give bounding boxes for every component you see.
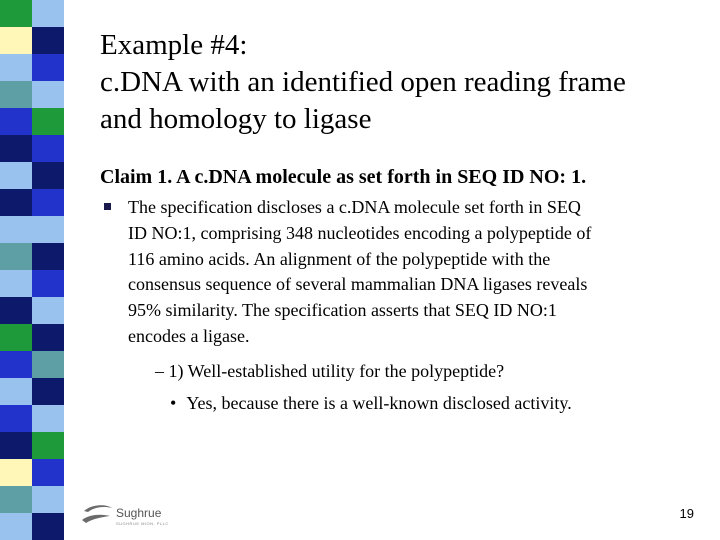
- stripe-square: [0, 108, 32, 135]
- claim-heading: Claim 1. A c.DNA molecule as set forth in SEQ ID NO: 1.: [100, 166, 587, 188]
- stripe-square: [32, 297, 64, 324]
- decorative-color-stripe: [0, 0, 64, 540]
- stripe-square: [0, 189, 32, 216]
- stripe-square: [32, 459, 64, 486]
- stripe-square: [0, 432, 32, 459]
- stripe-square: [32, 0, 64, 27]
- stripe-square: [0, 459, 32, 486]
- stripe-square: [0, 351, 32, 378]
- stripe-square: [32, 162, 64, 189]
- stripe-square: [0, 378, 32, 405]
- logo-name: Sughrue: [116, 506, 162, 520]
- dot-bullet-icon: •: [170, 393, 177, 413]
- bullet-line: The specification discloses a c.DNA molecule set forth in SEQ: [128, 197, 581, 217]
- stripe-square: [32, 243, 64, 270]
- stripe-square: [32, 513, 64, 540]
- bullet-line: 116 amino acids. An alignment of the polypeptide with the: [128, 248, 551, 269]
- sub-sub-item: [170, 390, 572, 416]
- stripe-square: [32, 27, 64, 54]
- bullet-line: encodes a ligase.: [128, 325, 250, 346]
- stripe-square: [32, 81, 64, 108]
- sub-item: – 1) Well-established utility for the polypeptide?: [155, 361, 505, 381]
- stripe-square: [32, 270, 64, 297]
- sughrue-logo: [80, 500, 180, 528]
- stripe-square: [0, 243, 32, 270]
- stripe-square: [32, 351, 64, 378]
- stripe-square: [0, 513, 32, 540]
- stripe-square: [0, 297, 32, 324]
- slide-title: [100, 27, 700, 138]
- stripe-square: [32, 486, 64, 513]
- stripe-square: [0, 27, 32, 54]
- bullet-line: ID NO:1, comprising 348 nucleotides encoding a polypeptide of: [128, 222, 592, 243]
- stripe-square: [32, 108, 64, 135]
- title-line: and homology to ligase: [100, 103, 372, 135]
- stripe-square: [32, 189, 64, 216]
- stripe-square: [32, 432, 64, 459]
- stripe-square: [32, 324, 64, 351]
- stripe-square: [0, 81, 32, 108]
- bullet-text: [128, 195, 698, 350]
- page-number: 19: [679, 506, 694, 521]
- stripe-square: [32, 54, 64, 81]
- logo-tagline: SUGHRUE MION, PLLC: [116, 521, 169, 526]
- stripe-square: [0, 486, 32, 513]
- stripe-square: [0, 270, 32, 297]
- bullet-line: consensus sequence of several mammalian DNA ligases reveals: [128, 274, 588, 295]
- square-bullet-icon: [104, 203, 111, 210]
- stripe-square: [0, 162, 32, 189]
- sub-sub-item-text: Yes, because there is a well-known disclosed activity.: [186, 393, 572, 413]
- stripe-square: [32, 216, 64, 243]
- stripe-square: [32, 135, 64, 162]
- stripe-square: [0, 405, 32, 432]
- bullet-line: 95% similarity. The specification asserts that SEQ ID NO:1: [128, 300, 557, 321]
- sughrue-swoosh-icon: [80, 502, 114, 526]
- stripe-square: [0, 135, 32, 162]
- stripe-square: [0, 0, 32, 27]
- stripe-square: [0, 216, 32, 243]
- stripe-square: [0, 54, 32, 81]
- stripe-square: [0, 324, 32, 351]
- stripe-square: [32, 405, 64, 432]
- stripe-square: [32, 378, 64, 405]
- title-line: c.DNA with an identified open reading frame: [100, 66, 626, 98]
- title-line: Example #4:: [100, 29, 248, 61]
